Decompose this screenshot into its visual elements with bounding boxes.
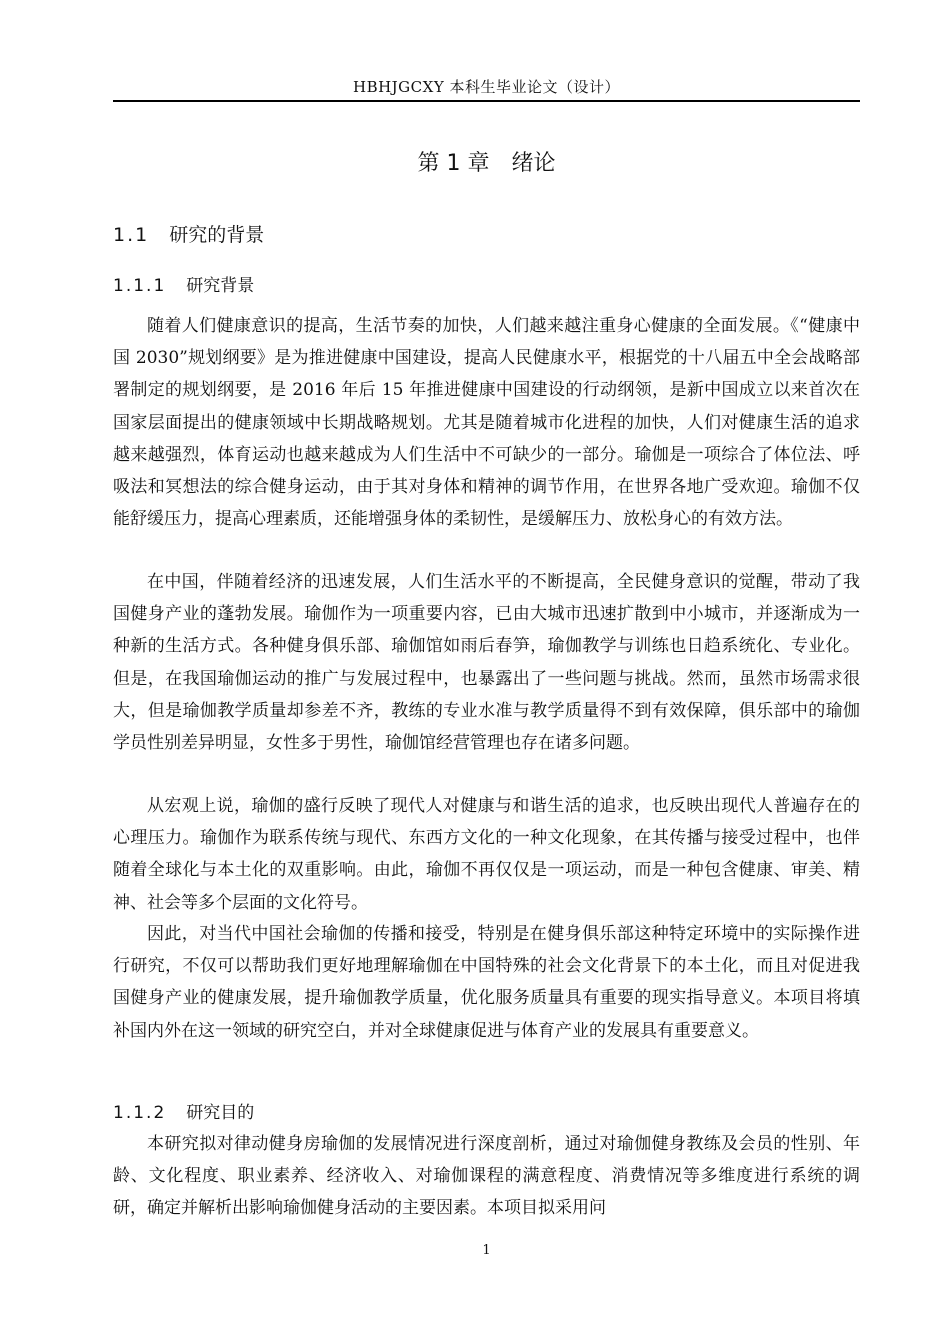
chapter-title	[113, 146, 860, 177]
subsection-title: 研究目的	[186, 1103, 255, 1123]
section-title: 研究的背景	[169, 224, 265, 246]
subsection-title: 研究背景	[186, 276, 255, 296]
section-number: 1.1	[113, 224, 150, 246]
subsection-number: 1.1.1	[113, 276, 167, 296]
paragraph-5: 本研究拟对律动健身房瑜伽的发展情况进行深度剖析，通过对瑜伽健身教练及会员的性别、年龄、文化程度、职业素养、经济收入、对瑜伽课程的满意程度、消费情况等多维度进行系统的调研，确定并解析出影响瑜伽健身活动的主要因素。本项目拟采用问	[113, 1134, 860, 1219]
chapter-name: 绪论	[511, 151, 556, 176]
header-rule	[113, 100, 860, 102]
page-number: 1	[482, 1243, 491, 1258]
section-heading	[113, 220, 264, 247]
paragraph-4: 因此，对当代中国社会瑜伽的传播和接受，特别是在健身俱乐部这种特定环境中的实际操作进行研究，不仅可以帮助我们更好地理解瑜伽在中国特殊的社会文化背景下的本土化，而且对促进我国健身产业的健康发展，提升瑜伽教学质量，优化服务质量具有重要的现实指导意义。本项目将填补国内外在这一领域的研究空白，并对全球健康促进与体育产业的发展具有重要意义。	[113, 924, 860, 1041]
subsection-number: 1.1.2	[113, 1103, 167, 1123]
paragraph-3: 从宏观上说，瑜伽的盛行反映了现代人对健康与和谐生活的追求，也反映出现代人普遍存在的心理压力。瑜伽作为联系传统与现代、东西方文化的一种文化现象，在其传播与接受过程中，也伴随着全球化与本土化的双重影响。由此，瑜伽不再仅仅是一项运动，而是一种包含健康、审美、精神、社会等多个层面的文化符号。	[113, 796, 860, 913]
subsection-heading-background	[113, 271, 254, 296]
paragraph-1: 随着人们健康意识的提高，生活节奏的加快，人们越来越注重身心健康的全面发展。《“健康中国 2030”规划纲要》是为推进健康中国建设，提高人民健康水平，根据党的十八届五中全会战略部署制定的规划纲要，是 2016 年后 15 年推进健康中国建设的行动纲领，是新中国成立以来首次在国家层面提出的健康领域中长期战略规划。尤其是随着城市化进程的加快，人们对健康生活的追求越来越强烈，体育运动也越来越成为人们生活中不可缺少的一部分。瑜伽是一项综合了体位法、呼吸法和冥想法的综合健身运动，由于其对身体和精神的调节作用，在世界各地广受欢迎。瑜伽不仅能舒缓压力，提高心理素质，还能增强身体的柔韧性，是缓解压力、放松身心的有效方法。	[113, 316, 860, 530]
running-header: HBHJGCXY 本科生毕业论文（设计）	[352, 78, 620, 96]
paragraph-2: 在中国，伴随着经济的迅速发展，人们生活水平的不断提高，全民健身意识的觉醒，带动了我国健身产业的蓬勃发展。瑜伽作为一项重要内容，已由大城市迅速扩散到中小城市，并逐渐成为一种新的生活方式。各种健身俱乐部、瑜伽馆如雨后春笋，瑜伽教学与训练也日趋系统化、专业化。但是，在我国瑜伽运动的推广与发展过程中，也暴露出了一些问题与挑战。然而，虽然市场需求很大，但是瑜伽教学质量却参差不齐，教练的专业水准与教学质量得不到有效保障，俱乐部中的瑜伽学员性别差异明显，女性多于男性，瑜伽馆经营管理也存在诸多问题。	[113, 572, 860, 754]
chapter-number: 第 1 章	[417, 151, 490, 176]
subsection-heading-purpose	[113, 1098, 254, 1123]
